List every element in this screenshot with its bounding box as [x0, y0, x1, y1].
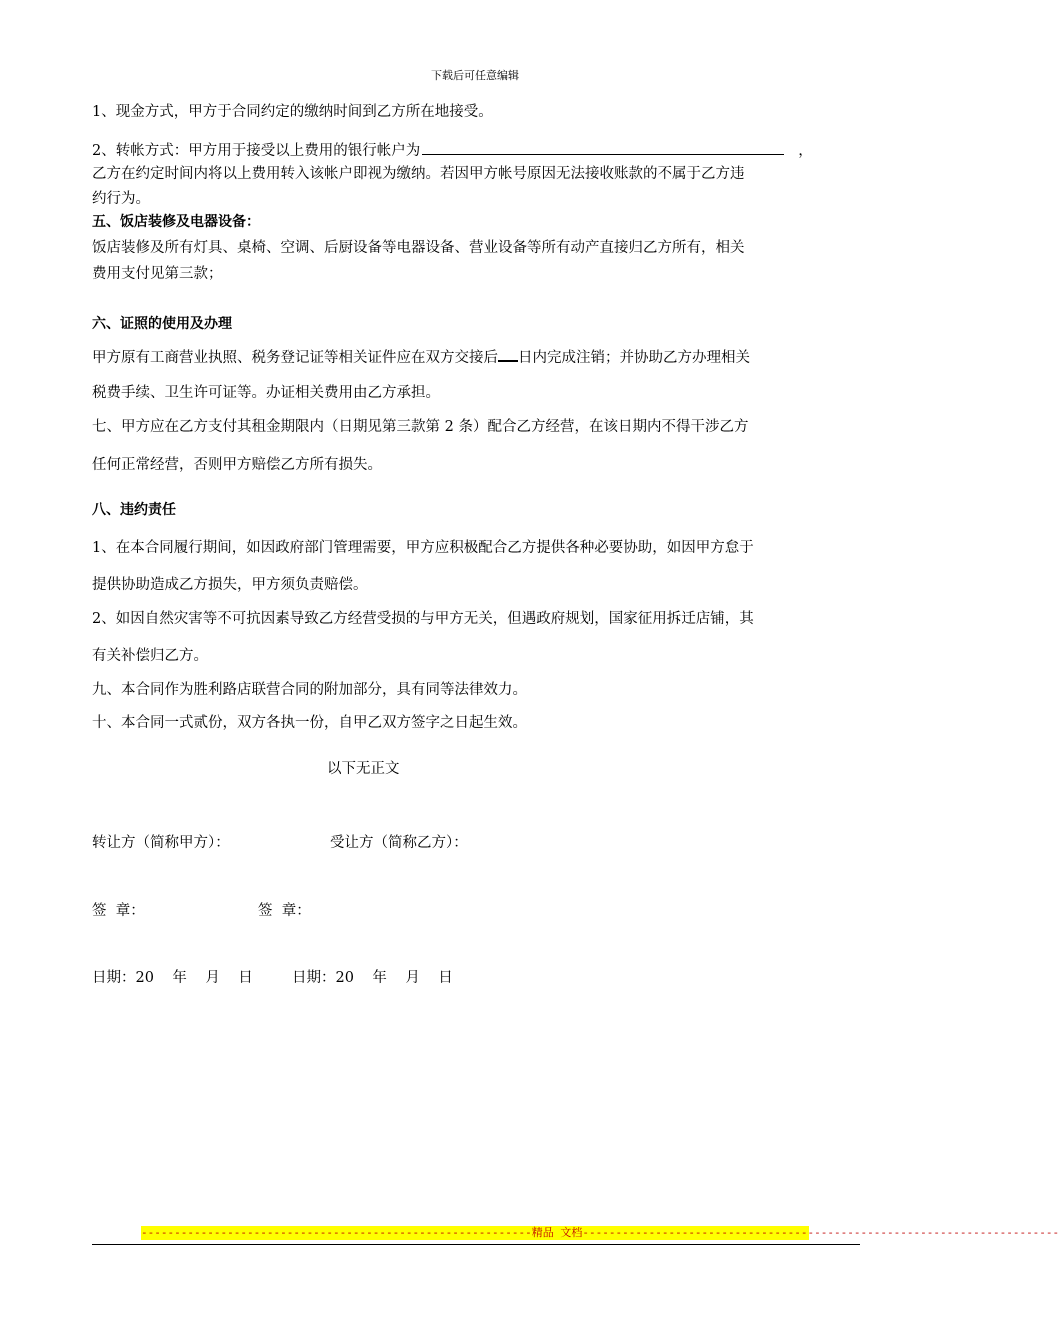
- date-a-label: 日期：20 年 月 日: [92, 970, 253, 986]
- section-10: 十、本合同一式贰份，双方各执一份，自甲乙双方签字之日起生效。: [92, 715, 527, 731]
- section-5-line1: 饭店装修及所有灯具、桌椅、空调、后厨设备等电器设备、营业设备等所有动产直接归乙方所有，相关: [92, 240, 745, 256]
- section-8-item1-line2: 提供协助造成乙方损失，甲方须负责赔偿。: [92, 577, 368, 593]
- section-9: 九、本合同作为胜利路店联营合同的附加部分，具有同等法律效力。: [92, 682, 527, 698]
- section-8-item2-line1: 2、如因自然灾害等不可抗因素导致乙方经营受损的与甲方无关，但遇政府规划，国家征用拆迁店铺，其: [92, 611, 754, 627]
- clause-transfer-payment-text: 2、转帐方式：甲方用于接受以上费用的银行帐户为: [92, 143, 421, 159]
- footer-rule: [92, 1244, 860, 1245]
- clause-transfer-payment-line1: [92, 140, 862, 160]
- clause-transfer-payment-line3: 约行为。: [92, 191, 150, 207]
- party-b-label: 受让方（简称乙方）：: [330, 835, 468, 851]
- end-of-text-note: 以下无正文: [327, 761, 400, 777]
- section-6-line1: [92, 346, 862, 367]
- section-7-line1: 七、甲方应在乙方支付其租金期限内（日期见第三款第 2 条）配合乙方经营，在该日期内不得干涉乙方: [92, 419, 749, 435]
- footer-watermark-band: -----------------------------------------------------------精品 文档------------------------------------------------------------------------: [141, 1226, 1059, 1239]
- page-header: 下载后可任意编辑: [431, 69, 519, 82]
- comma: ，: [798, 143, 813, 159]
- clause-cash-payment: 1、现金方式，甲方于合同约定的缴纳时间到乙方所在地接受。: [92, 104, 493, 120]
- section-8-item2-line2: 有关补偿归乙方。: [92, 648, 208, 664]
- clause-transfer-payment-line2: 乙方在约定时间内将以上费用转入该帐户即视为缴纳。若因甲方帐号原因无法接收账款的不属于乙方违: [92, 166, 745, 182]
- section-6-text-b: 日内完成注销；并协助乙方办理相关: [518, 350, 750, 366]
- section-8-item1-line1: 1、在本合同履行期间，如因政府部门管理需要，甲方应积极配合乙方提供各种必要协助，如因甲方怠于: [92, 540, 754, 556]
- section-heading-8: 八、违约责任: [92, 502, 176, 518]
- seal-a-label: 签 章：: [92, 903, 145, 919]
- section-7-line2: 任何正常经营，否则甲方赔偿乙方所有损失。: [92, 457, 382, 473]
- bank-account-blank: [422, 140, 784, 155]
- section-6-text-a: 甲方原有工商营业执照、税务登记证等相关证件应在双方交接后: [92, 350, 498, 366]
- section-heading-6: 六、证照的使用及办理: [92, 316, 232, 332]
- seal-b-label: 签 章：: [258, 903, 311, 919]
- section-6-line2: 税费手续、卫生许可证等。办证相关费用由乙方承担。: [92, 385, 440, 401]
- section-heading-5: 五、饭店装修及电器设备：: [92, 214, 260, 230]
- party-a-label: 转让方（简称甲方）：: [92, 835, 230, 851]
- date-b-label: 日期：20 年 月 日: [292, 970, 453, 986]
- days-blank: [498, 346, 518, 362]
- section-5-line2: 费用支付见第三款；: [92, 266, 223, 282]
